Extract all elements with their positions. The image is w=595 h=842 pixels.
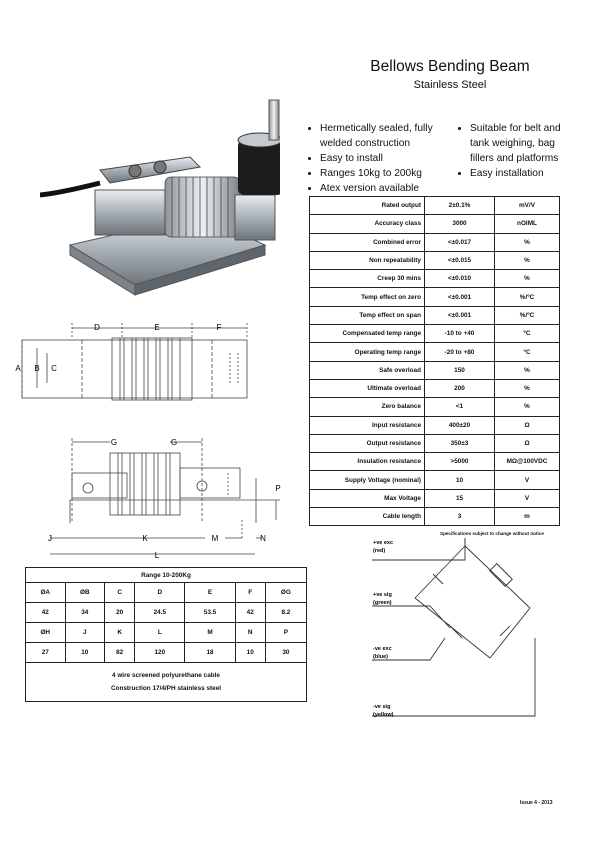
spec-unit: %/ºC xyxy=(495,306,560,324)
spec-row xyxy=(310,508,560,526)
spec-unit: ºC xyxy=(495,343,560,361)
dim-value: 18 xyxy=(185,643,235,663)
dim-header: ØB xyxy=(65,583,105,603)
dim-header: E xyxy=(185,583,235,603)
spec-value: 350±3 xyxy=(425,434,495,452)
dim-header: ØH xyxy=(26,623,66,643)
spec-param: Zero balance xyxy=(310,398,425,416)
specification-table xyxy=(309,196,560,526)
dim-header: P xyxy=(265,623,306,643)
dim-value: 42 xyxy=(235,603,265,623)
spec-param: Input resistance xyxy=(310,416,425,434)
spec-param: Accuracy class xyxy=(310,215,425,233)
dim-value: 24.5 xyxy=(135,603,185,623)
label-E: E xyxy=(154,323,160,332)
spec-param: Output resistance xyxy=(310,434,425,452)
spec-value: <±0.015 xyxy=(425,251,495,269)
spec-param: Ultimate overload xyxy=(310,379,425,397)
spec-unit: % xyxy=(495,270,560,288)
spec-row xyxy=(310,416,560,434)
dimension-row xyxy=(26,603,307,623)
spec-row xyxy=(310,434,560,452)
wire-sig-pos: +ve sig xyxy=(373,592,392,598)
page-title: Bellows Bending Beam xyxy=(370,58,530,75)
spec-row xyxy=(310,379,560,397)
feature-item: • Easy installation xyxy=(470,166,573,181)
spec-row xyxy=(310,233,560,251)
dimension-drawing-top xyxy=(12,318,307,418)
spec-param: Max Voltage xyxy=(310,489,425,507)
spec-param: Combined error xyxy=(310,233,425,251)
spec-value: 10 xyxy=(425,471,495,489)
spec-unit: Ω xyxy=(495,416,560,434)
spec-param: Cable length xyxy=(310,508,425,526)
label-M: M xyxy=(211,534,219,543)
spec-value: <±0.010 xyxy=(425,270,495,288)
spec-value: -10 to +40 xyxy=(425,325,495,343)
spec-unit: % xyxy=(495,398,560,416)
feature-item: • Suitable for belt and tank weighing, bag fillers and platforms xyxy=(470,121,573,166)
feature-item: • Atex version available xyxy=(320,181,458,196)
spec-param: Compensated temp range xyxy=(310,325,425,343)
dimension-row xyxy=(26,583,307,603)
spec-unit: nOIML xyxy=(495,215,560,233)
spec-row xyxy=(310,251,560,269)
dim-value: 20 xyxy=(105,603,135,623)
spec-value: 3000 xyxy=(425,215,495,233)
dim-header: J xyxy=(65,623,105,643)
wire-exc-neg-color: (blue) xyxy=(373,654,388,660)
spec-value: <±0.017 xyxy=(425,233,495,251)
feature-item: • Ranges 10kg to 200kg xyxy=(320,166,458,181)
label-F: F xyxy=(216,323,222,332)
spec-value: 15 xyxy=(425,489,495,507)
spec-unit: % xyxy=(495,251,560,269)
dim-value: 34 xyxy=(65,603,105,623)
spec-unit: m xyxy=(495,508,560,526)
spec-value: 400±20 xyxy=(425,416,495,434)
spec-row xyxy=(310,453,560,471)
label-P: P xyxy=(275,484,281,493)
wire-exc-pos: +ve exc xyxy=(373,540,394,546)
label-A: A xyxy=(15,364,21,373)
spec-note: Specifications subject to change without notice xyxy=(440,531,544,536)
label-N: N xyxy=(260,534,266,543)
spec-row xyxy=(310,489,560,507)
wire-sig-neg-color: (yellow) xyxy=(373,712,394,718)
spec-row xyxy=(310,398,560,416)
dimension-table-title: Range 10-200Kg xyxy=(26,568,307,583)
spec-param: Temp effect on zero xyxy=(310,288,425,306)
label-C: C xyxy=(51,364,57,373)
dim-value: 30 xyxy=(265,643,306,663)
spec-param: Rated output xyxy=(310,197,425,215)
spec-param: Safe overload xyxy=(310,361,425,379)
dim-value: 82 xyxy=(105,643,135,663)
dim-header: ØG xyxy=(265,583,306,603)
spec-row xyxy=(310,343,560,361)
page-subtitle: Stainless Steel xyxy=(413,79,487,91)
issue-label: Issue 4 - 2013 xyxy=(520,800,553,806)
dim-header: K xyxy=(105,623,135,643)
label-G-right: G xyxy=(170,438,178,447)
spec-unit: % xyxy=(495,233,560,251)
spec-row xyxy=(310,215,560,233)
product-photo xyxy=(40,95,280,310)
dimension-footer-cable: 4 wire screened polyurethane cable xyxy=(112,672,220,679)
dim-value: 10 xyxy=(235,643,265,663)
dim-header: L xyxy=(135,623,185,643)
spec-param: Non repeatability xyxy=(310,251,425,269)
wire-exc-neg: -ve exc xyxy=(373,646,392,652)
dimension-footer-construction: Construction 17/4/PH stainless steel xyxy=(110,685,222,692)
spec-value: <1 xyxy=(425,398,495,416)
label-B: B xyxy=(34,364,40,373)
dim-value: 42 xyxy=(26,603,66,623)
dimension-row xyxy=(26,643,307,663)
spec-value: 3 xyxy=(425,508,495,526)
wire-exc-pos-color: (red) xyxy=(373,548,386,554)
dim-header: D xyxy=(135,583,185,603)
spec-unit: V xyxy=(495,489,560,507)
dim-header: ØA xyxy=(26,583,66,603)
dim-header: M xyxy=(185,623,235,643)
spec-unit: % xyxy=(495,361,560,379)
spec-unit: % xyxy=(495,379,560,397)
spec-value: -20 to +80 xyxy=(425,343,495,361)
dimension-table xyxy=(25,567,307,702)
spec-unit: ºC xyxy=(495,325,560,343)
dim-value: 120 xyxy=(135,643,185,663)
spec-row xyxy=(310,471,560,489)
features-left xyxy=(308,121,458,196)
spec-unit: Ω xyxy=(495,434,560,452)
spec-unit: mV/V xyxy=(495,197,560,215)
spec-value: <±0.001 xyxy=(425,288,495,306)
spec-value: 2±0.1% xyxy=(425,197,495,215)
spec-value: >5000 xyxy=(425,453,495,471)
spec-unit: MΩ@100VDC xyxy=(495,453,560,471)
wire-sig-neg: -ve sig xyxy=(373,704,391,710)
spec-row xyxy=(310,325,560,343)
dim-header: F xyxy=(235,583,265,603)
spec-value: 200 xyxy=(425,379,495,397)
spec-unit: V xyxy=(495,471,560,489)
spec-row xyxy=(310,288,560,306)
feature-item: • Easy to install xyxy=(320,151,458,166)
feature-item: • Hermetically sealed, fully welded construction xyxy=(320,121,458,151)
spec-row xyxy=(310,361,560,379)
dim-header: C xyxy=(105,583,135,603)
spec-value: <±0.001 xyxy=(425,306,495,324)
spec-param: Temp effect on span xyxy=(310,306,425,324)
spec-param: Supply Voltage (nominal) xyxy=(310,471,425,489)
spec-row xyxy=(310,197,560,215)
dim-value: 10 xyxy=(65,643,105,663)
wiring-diagram xyxy=(370,538,570,728)
spec-unit: %/ºC xyxy=(495,288,560,306)
spec-param: Operating temp range xyxy=(310,343,425,361)
spec-param: Insulation resistance xyxy=(310,453,425,471)
dimension-row xyxy=(26,623,307,643)
spec-param: Creep 30 mins xyxy=(310,270,425,288)
wire-sig-pos-color: (green) xyxy=(373,600,392,606)
label-L: L xyxy=(154,551,160,560)
dimension-drawing-side xyxy=(30,428,310,563)
spec-row xyxy=(310,270,560,288)
dim-value: 8.2 xyxy=(265,603,306,623)
spec-value: 150 xyxy=(425,361,495,379)
label-J: J xyxy=(48,534,52,543)
label-G-left: G xyxy=(110,438,118,447)
dim-header: N xyxy=(235,623,265,643)
features-right xyxy=(458,121,573,181)
dim-value: 27 xyxy=(26,643,66,663)
spec-row xyxy=(310,306,560,324)
dim-value: 53.5 xyxy=(185,603,235,623)
label-D: D xyxy=(94,323,100,332)
label-K: K xyxy=(142,534,148,543)
